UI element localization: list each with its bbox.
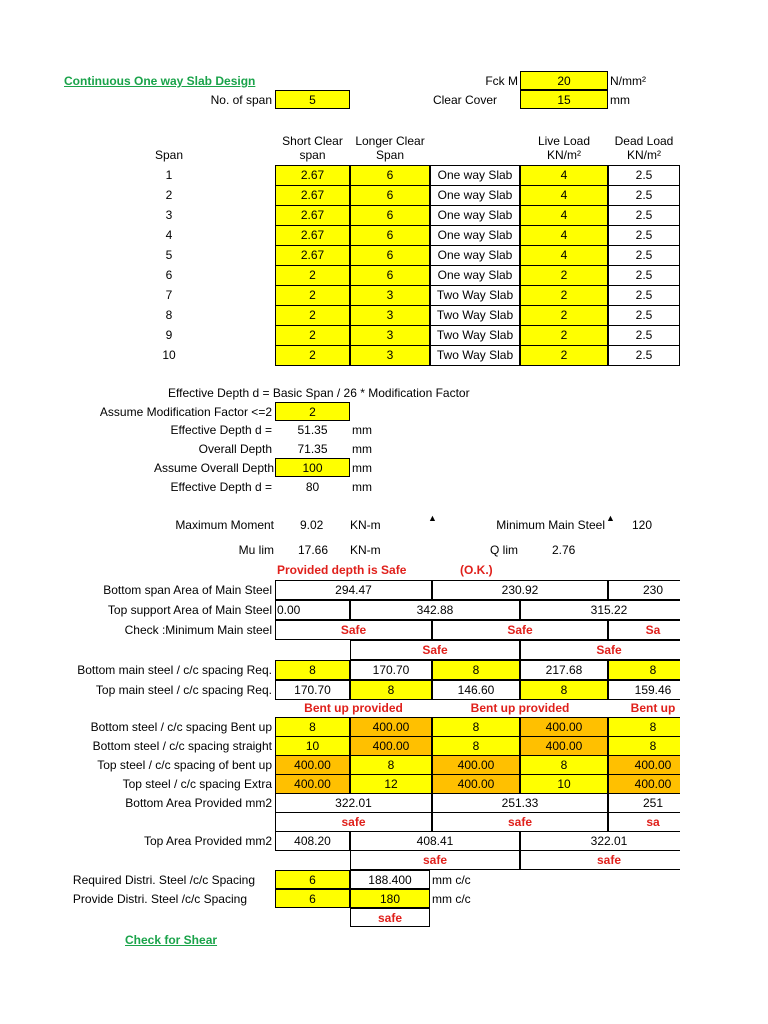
bent-up-value[interactable]: 8 xyxy=(275,717,350,737)
span-number: 9 xyxy=(165,328,173,342)
bottom-area-value: 230 xyxy=(608,580,698,600)
arrow-up-icon: ▲ xyxy=(428,513,437,523)
dead-load-value: 2.5 xyxy=(608,165,680,186)
eff-depth-unit: mm xyxy=(352,423,372,437)
top-bent-label: Top steel / c/c spacing of bent up xyxy=(97,758,272,772)
assume-depth-input[interactable]: 100 xyxy=(275,458,350,477)
cover-label: Clear Cover xyxy=(432,93,497,107)
short-span-input[interactable]: 2 xyxy=(275,305,350,326)
straight-value[interactable]: 10 xyxy=(275,736,350,756)
short-span-input[interactable]: 2.67 xyxy=(275,225,350,246)
slab-type: Two Way Slab xyxy=(430,305,520,326)
short-span-input[interactable]: 2 xyxy=(275,345,350,366)
bottom-area-value: 294.47 xyxy=(275,580,432,600)
short-span-input[interactable]: 2.67 xyxy=(275,185,350,206)
eff-depth2-label: Effective Depth d = xyxy=(170,480,272,494)
top-area-value: 342.88 xyxy=(350,600,520,620)
live-load-input[interactable]: 4 xyxy=(520,205,608,226)
eff-depth2-unit: mm xyxy=(352,480,372,494)
span-number: 7 xyxy=(165,288,173,302)
mf-input[interactable]: 2 xyxy=(275,402,350,421)
bottom-prov-safe: safe xyxy=(275,812,432,832)
top-extra-value[interactable]: 12 xyxy=(350,774,432,794)
straight-label: Bottom steel / c/c spacing straight xyxy=(92,739,272,753)
top-bent-value[interactable]: 8 xyxy=(520,755,608,775)
straight-value[interactable]: 8 xyxy=(432,736,520,756)
dead-load-value: 2.5 xyxy=(608,285,680,306)
check-safe: Safe xyxy=(350,640,520,660)
bottom-req-label: Bottom main steel / c/c spacing Req. xyxy=(77,663,272,677)
long-span-input[interactable]: 6 xyxy=(350,265,430,286)
bottom-prov-value: 251 xyxy=(608,793,698,813)
min-steel-label: Minimum Main Steel xyxy=(496,518,605,532)
live-load-input[interactable]: 2 xyxy=(520,285,608,306)
straight-value[interactable]: 400.00 xyxy=(520,736,608,756)
slab-type: One way Slab xyxy=(430,265,520,286)
top-extra-value[interactable]: 400.00 xyxy=(608,774,698,794)
dead-load-value: 2.5 xyxy=(608,245,680,266)
short-span-input[interactable]: 2 xyxy=(275,325,350,346)
span-number: 2 xyxy=(165,188,173,202)
top-req-value: 170.70 xyxy=(275,680,350,700)
depth-formula: Effective Depth d = Basic Span / 26 * Modification Factor xyxy=(168,386,470,400)
nspan-input[interactable]: 5 xyxy=(275,90,350,109)
top-extra-value[interactable]: 400.00 xyxy=(275,774,350,794)
header-span: Span xyxy=(154,148,184,162)
top-req-value[interactable]: 8 xyxy=(350,680,432,700)
long-span-input[interactable]: 6 xyxy=(350,225,430,246)
slab-type: One way Slab xyxy=(430,185,520,206)
live-load-input[interactable]: 2 xyxy=(520,345,608,366)
qlim-label: Q lim xyxy=(490,543,518,557)
live-load-input[interactable]: 2 xyxy=(520,305,608,326)
bottom-req-value[interactable]: 8 xyxy=(275,660,350,680)
short-span-input[interactable]: 2 xyxy=(275,265,350,286)
long-span-input[interactable]: 3 xyxy=(350,305,430,326)
live-load-input[interactable]: 4 xyxy=(520,245,608,266)
top-bent-value[interactable]: 400.00 xyxy=(608,755,698,775)
bent-up-message: Bent up xyxy=(630,701,676,715)
top-extra-value[interactable]: 400.00 xyxy=(432,774,520,794)
long-span-input[interactable]: 6 xyxy=(350,165,430,186)
slab-type: Two Way Slab xyxy=(430,325,520,346)
straight-value[interactable]: 400.00 xyxy=(350,736,432,756)
top-area-value: 315.22 xyxy=(520,600,698,620)
span-number: 8 xyxy=(165,308,173,322)
fck-unit: N/mm² xyxy=(610,74,646,88)
shear-link[interactable]: Check for Shear xyxy=(125,933,218,947)
qlim-value: 2.76 xyxy=(552,543,576,557)
overall-depth-value: 71.35 xyxy=(297,442,328,456)
check-safe: Safe xyxy=(275,620,432,640)
top-req-value: 159.46 xyxy=(608,680,698,700)
span-number: 1 xyxy=(165,168,173,182)
req-distri-unit: mm c/c xyxy=(432,873,471,887)
bottom-area-label: Bottom span Area of Main Steel xyxy=(103,583,272,597)
slab-type: One way Slab xyxy=(430,165,520,186)
dead-load-value: 2.5 xyxy=(608,205,680,226)
short-span-input[interactable]: 2 xyxy=(275,285,350,306)
dead-load-value: 2.5 xyxy=(608,185,680,206)
dead-load-value: 2.5 xyxy=(608,265,680,286)
bottom-prov-safe: safe xyxy=(432,812,608,832)
bent-up-value[interactable]: 400.00 xyxy=(350,717,432,737)
header-long-1: Longer Clear xyxy=(355,134,425,148)
bottom-req-value[interactable]: 8 xyxy=(608,660,698,680)
cover-unit: mm xyxy=(610,93,630,107)
ok-message: (O.K.) xyxy=(460,563,493,577)
dead-load-value: 2.5 xyxy=(608,225,680,246)
top-area-label: Top support Area of Main Steel xyxy=(107,603,272,617)
bottom-prov-value: 251.33 xyxy=(432,793,608,813)
top-extra-label: Top steel / c/c spacing Extra xyxy=(122,777,272,791)
prov-distri-spacing[interactable]: 180 xyxy=(350,889,430,908)
check-safe: Safe xyxy=(520,640,698,660)
live-load-input[interactable]: 4 xyxy=(520,165,608,186)
header-short-1: Short Clear xyxy=(282,134,343,148)
slab-type: One way Slab xyxy=(430,205,520,226)
bottom-req-value: 217.68 xyxy=(520,660,608,680)
long-span-input[interactable]: 6 xyxy=(350,245,430,266)
top-prov-label: Top Area Provided mm2 xyxy=(143,834,272,848)
top-area-value: 0.00 xyxy=(275,600,350,620)
short-span-input[interactable]: 2.67 xyxy=(275,205,350,226)
short-span-input[interactable]: 2.67 xyxy=(275,165,350,186)
top-req-label: Top main steel / c/c spacing Req. xyxy=(95,683,272,697)
short-span-input[interactable]: 2.67 xyxy=(275,245,350,266)
eff-depth2-value: 80 xyxy=(305,480,320,494)
long-span-input[interactable]: 3 xyxy=(350,345,430,366)
max-moment-label: Maximum Moment xyxy=(175,518,274,532)
long-span-input[interactable]: 6 xyxy=(350,205,430,226)
live-load-input[interactable]: 2 xyxy=(520,325,608,346)
bottom-req-value: 170.70 xyxy=(350,660,432,680)
bent-up-message: Bent up provided xyxy=(304,701,403,715)
top-prov-safe: safe xyxy=(520,850,698,870)
span-number: 6 xyxy=(165,268,173,282)
bent-up-label: Bottom steel / c/c spacing Bent up xyxy=(90,720,272,734)
bent-up-message: Bent up provided xyxy=(470,701,570,715)
mulim-unit: KN-m xyxy=(350,543,381,557)
bottom-area-value: 230.92 xyxy=(432,580,608,600)
check-safe: Sa xyxy=(608,620,698,640)
mulim-label: Mu lim xyxy=(238,543,274,557)
span-number: 10 xyxy=(162,348,176,362)
fck-input[interactable]: 20 xyxy=(520,71,608,90)
span-number: 3 xyxy=(165,208,173,222)
mf-label: Assume Modification Factor <=2 xyxy=(99,405,272,419)
bent-up-value[interactable]: 8 xyxy=(608,717,698,737)
eff-depth-value: 51.35 xyxy=(297,423,328,437)
mulim-value: 17.66 xyxy=(298,543,329,557)
bottom-prov-safe: sa xyxy=(608,812,698,832)
slab-type: Two Way Slab xyxy=(430,285,520,306)
top-req-value: 146.60 xyxy=(432,680,520,700)
check-min-steel-label: Check :Minimum Main steel xyxy=(124,623,272,637)
bottom-req-value[interactable]: 8 xyxy=(432,660,520,680)
cover-input[interactable]: 15 xyxy=(520,90,608,109)
top-prov-value: 408.41 xyxy=(350,831,520,851)
req-distri-dia[interactable]: 6 xyxy=(275,870,350,889)
assume-depth-unit: mm xyxy=(352,461,372,475)
slab-type: Two Way Slab xyxy=(430,345,520,366)
arrow-up-icon: ▲ xyxy=(606,513,615,523)
bent-up-value[interactable]: 8 xyxy=(432,717,520,737)
long-span-input[interactable]: 3 xyxy=(350,325,430,346)
bent-up-value[interactable]: 400.00 xyxy=(520,717,608,737)
top-bent-value[interactable]: 400.00 xyxy=(275,755,350,775)
long-span-input[interactable]: 6 xyxy=(350,185,430,206)
req-distri-label: Required Distri. Steel /c/c Spacing xyxy=(72,873,255,887)
top-bent-value[interactable]: 8 xyxy=(350,755,432,775)
top-prov-value: 408.20 xyxy=(275,831,350,851)
check-safe: Safe xyxy=(432,620,608,640)
prov-distri-label: Provide Distri. Steel /c/c Spacing xyxy=(72,892,247,906)
req-distri-spacing: 188.400 xyxy=(350,870,430,889)
span-number: 4 xyxy=(165,228,173,242)
header-dead-1: Dead Load xyxy=(614,134,674,148)
page-title[interactable]: Continuous One way Slab Design xyxy=(64,74,256,88)
header-live-1: Live Load xyxy=(537,134,591,148)
top-extra-value[interactable]: 10 xyxy=(520,774,608,794)
distri-safe: safe xyxy=(350,908,430,927)
top-prov-value: 322.01 xyxy=(520,831,698,851)
live-load-input[interactable]: 2 xyxy=(520,265,608,286)
bottom-prov-label: Bottom Area Provided mm2 xyxy=(125,796,272,810)
slab-type: One way Slab xyxy=(430,225,520,246)
top-req-value[interactable]: 8 xyxy=(520,680,608,700)
header-live-2: KN/m² xyxy=(547,148,581,162)
prov-distri-dia[interactable]: 6 xyxy=(275,889,350,908)
slab-type: One way Slab xyxy=(430,245,520,266)
max-moment-value: 9.02 xyxy=(300,518,324,532)
straight-value[interactable]: 8 xyxy=(608,736,698,756)
header-long-2: Span xyxy=(375,148,405,162)
dead-load-value: 2.5 xyxy=(608,305,680,326)
live-load-input[interactable]: 4 xyxy=(520,185,608,206)
header-short-2: span xyxy=(299,148,326,162)
fck-label: Fck M xyxy=(485,74,518,88)
max-moment-unit: KN-m xyxy=(350,518,381,532)
top-prov-safe: safe xyxy=(350,850,520,870)
overall-depth-unit: mm xyxy=(352,442,372,456)
eff-depth-label: Effective Depth d = xyxy=(170,423,272,437)
header-dead-2: KN/m² xyxy=(627,148,661,162)
nspan-label: No. of span xyxy=(210,93,272,107)
assume-depth-label: Assume Overall Depth xyxy=(153,461,274,475)
prov-distri-unit: mm c/c xyxy=(432,892,471,906)
safe-depth-message: Provided depth is Safe xyxy=(277,563,407,577)
bottom-prov-value: 322.01 xyxy=(275,793,432,813)
overall-depth-label: Overall Depth xyxy=(198,442,272,456)
live-load-input[interactable]: 4 xyxy=(520,225,608,246)
span-number: 5 xyxy=(165,248,173,262)
dead-load-value: 2.5 xyxy=(608,325,680,346)
dead-load-value: 2.5 xyxy=(608,345,680,366)
min-steel-value: 120 xyxy=(632,518,653,532)
top-bent-value[interactable]: 400.00 xyxy=(432,755,520,775)
sheet-edge xyxy=(680,575,768,875)
long-span-input[interactable]: 3 xyxy=(350,285,430,306)
